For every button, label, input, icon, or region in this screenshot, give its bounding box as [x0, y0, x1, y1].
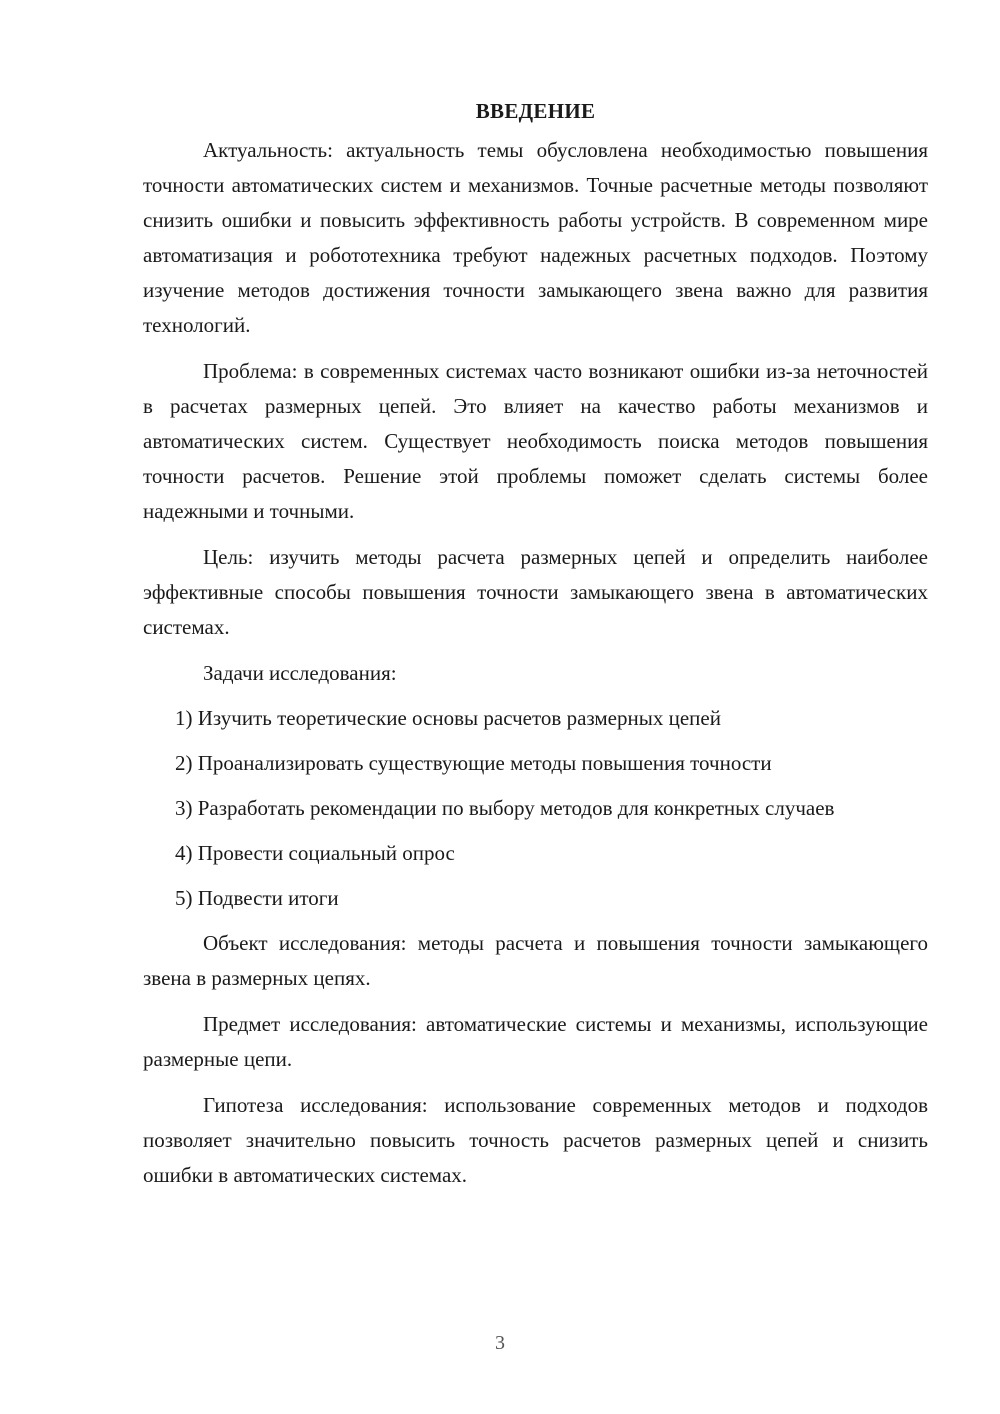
document-page: [143, 96, 928, 1204]
task-item: 4) Провести социальный опрос: [175, 841, 455, 865]
task-item: 1) Изучить теоретические основы расчетов размерных цепей: [175, 706, 721, 730]
task-item: 3) Разработать рекомендации по выбору методов для конкретных случаев: [175, 796, 835, 820]
paragraph-goal: Цель: изучить методы расчета размерных цепей и определить наиболее эффективные способы повышения точности замыкающего звена в автоматических системах.: [143, 545, 928, 639]
task-item: 5) Подвести итоги: [175, 886, 339, 910]
paragraph-object: Объект исследования: методы расчета и повышения точности замыкающего звена в размерных цепях.: [143, 931, 928, 990]
paragraph-relevance: Актуальность: актуальность темы обусловлена необходимостью повышения точности автоматических систем и механизмов. Точные расчетные методы позволяют снизить ошибки и повысить эффективность работы устройств. В современном мире автоматизация и робототехника требуют надежных расчетных подходов. Поэтому изучение методов достижения точности замыкающего звена важно для развития технологий.: [143, 138, 928, 337]
paragraph-problem: Проблема: в современных системах часто возникают ошибки из-за неточностей в расчетах размерных цепей. Это влияет на качество работы механизмов и автоматических систем. Существует необходимость поиска методов повышения точности расчетов. Решение этой проблемы поможет сделать системы более надежными и точными.: [143, 359, 928, 523]
page-number: 3: [495, 1332, 505, 1354]
paragraph-hypothesis: Гипотеза исследования: использование современных методов и подходов позволяет значительно повысить точность расчетов размерных цепей и снизить ошибки в автоматических системах.: [143, 1093, 928, 1187]
tasks-heading: Задачи исследования:: [203, 661, 397, 685]
task-item: 2) Проанализировать существующие методы повышения точности: [175, 751, 772, 775]
page-title: ВВЕДЕНИЕ: [475, 99, 596, 123]
tasks-list: [143, 701, 928, 916]
paragraph-subject: Предмет исследования: автоматические системы и механизмы, использующие размерные цепи.: [143, 1012, 928, 1071]
